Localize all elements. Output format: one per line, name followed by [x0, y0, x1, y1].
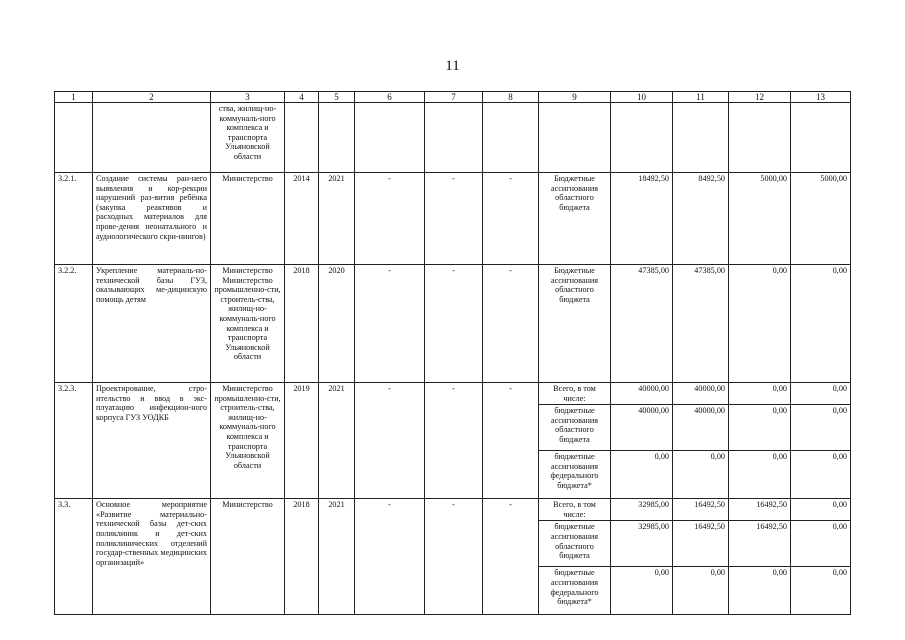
activity-name-cell: Основное мероприятие «Развитие материально-технической базы дет-ских поликлиник и дет-ских поликлинических отделений государ-ственных медицинских организаций»	[93, 499, 211, 615]
continuation-row	[55, 103, 851, 173]
table-row	[55, 383, 851, 405]
ministry-cell: Министерство	[211, 499, 285, 615]
column-6-cell: -	[355, 265, 425, 383]
program-activities-table	[54, 91, 851, 615]
total-amount-cell: 47385,00	[611, 265, 673, 383]
column-8-cell: -	[483, 173, 539, 265]
column-header: 4	[285, 92, 319, 103]
column-header: 7	[425, 92, 483, 103]
total-amount-cell: 0,00	[611, 451, 673, 499]
column-6-cell: -	[355, 383, 425, 499]
total-amount-cell: 32985,00	[611, 499, 673, 521]
funding-source-cell: Всего, в том числе:	[539, 383, 611, 405]
funding-source-cell: Всего, в том числе:	[539, 499, 611, 521]
empty-cell	[611, 103, 673, 173]
year-amount-cell: 5000,00	[791, 173, 851, 265]
end-year-cell: 2021	[319, 383, 355, 499]
ministry-cell: Министерство	[211, 173, 285, 265]
column-header: 12	[729, 92, 791, 103]
column-6-cell: -	[355, 499, 425, 615]
column-header: 1	[55, 92, 93, 103]
column-8-cell: -	[483, 265, 539, 383]
empty-cell	[355, 103, 425, 173]
year-amount-cell: 0,00	[791, 265, 851, 383]
empty-cell	[483, 103, 539, 173]
column-7-cell: -	[425, 173, 483, 265]
year-amount-cell: 47385,00	[673, 265, 729, 383]
empty-cell	[791, 103, 851, 173]
column-header: 8	[483, 92, 539, 103]
end-year-cell: 2020	[319, 265, 355, 383]
table-row	[55, 499, 851, 521]
end-year-cell: 2021	[319, 499, 355, 615]
year-amount-cell: 0,00	[673, 567, 729, 615]
year-amount-cell: 16492,50	[729, 521, 791, 567]
year-amount-cell: 16492,50	[673, 499, 729, 521]
ministry-cell: ства, жилищ-но-коммуналь-ного комплекса и транспорта Ульяновской области	[211, 103, 285, 173]
column-header: 9	[539, 92, 611, 103]
funding-source-cell: бюджетные ассигнования федерального бюджета*	[539, 451, 611, 499]
page-number: 11	[445, 58, 460, 74]
year-amount-cell: 40000,00	[673, 405, 729, 451]
empty-cell	[539, 103, 611, 173]
total-amount-cell: 0,00	[611, 567, 673, 615]
column-header: 3	[211, 92, 285, 103]
end-year-cell: 2021	[319, 173, 355, 265]
year-amount-cell: 0,00	[791, 405, 851, 451]
empty-cell	[285, 103, 319, 173]
year-amount-cell: 8492,50	[673, 173, 729, 265]
year-amount-cell: 0,00	[729, 451, 791, 499]
year-amount-cell: 0,00	[791, 451, 851, 499]
ministry-cell: Министерство промышленно-сти, строитель-ства, жилищ-но-коммуналь-ного комплекса и транспорта Ульяновской области	[211, 383, 285, 499]
year-amount-cell: 0,00	[729, 567, 791, 615]
year-amount-cell: 0,00	[791, 521, 851, 567]
start-year-cell: 2018	[285, 265, 319, 383]
funding-source-cell: бюджетные ассигнования областного бюджета	[539, 405, 611, 451]
empty-cell	[673, 103, 729, 173]
year-amount-cell: 0,00	[673, 451, 729, 499]
column-7-cell: -	[425, 265, 483, 383]
year-amount-cell: 0,00	[791, 499, 851, 521]
year-amount-cell: 0,00	[729, 405, 791, 451]
total-amount-cell: 18492,50	[611, 173, 673, 265]
empty-cell	[93, 103, 211, 173]
empty-cell	[55, 103, 93, 173]
year-amount-cell: 5000,00	[729, 173, 791, 265]
total-amount-cell: 40000,00	[611, 405, 673, 451]
column-header: 5	[319, 92, 355, 103]
column-header: 11	[673, 92, 729, 103]
item-number-cell: 3.3.	[55, 499, 93, 615]
activity-name-cell: Создание системы ран-него выявления и кор-рекции нарушений раз-вития ребёнка (закупка реактивов и расходных материалов для прове-дения неонатального и аудиологического скри-нингов)	[93, 173, 211, 265]
total-amount-cell: 40000,00	[611, 383, 673, 405]
year-amount-cell: 0,00	[791, 383, 851, 405]
funding-source-cell: бюджетные ассигнования областного бюджета	[539, 521, 611, 567]
empty-cell	[319, 103, 355, 173]
table-row	[55, 173, 851, 265]
item-number-cell: 3.2.1.	[55, 173, 93, 265]
activity-name-cell: Укрепление материаль-но-технической базы ГУЗ, оказывающих ме-дицинскую помощь детям	[93, 265, 211, 383]
column-header: 6	[355, 92, 425, 103]
year-amount-cell: 0,00	[791, 567, 851, 615]
column-header: 10	[611, 92, 673, 103]
item-number-cell: 3.2.2.	[55, 265, 93, 383]
year-amount-cell: 16492,50	[673, 521, 729, 567]
total-amount-cell: 32985,00	[611, 521, 673, 567]
column-7-cell: -	[425, 499, 483, 615]
funding-source-cell: бюджетные ассигнования федерального бюджета*	[539, 567, 611, 615]
ministry-cell: Министерство Министерство промышленно-сти, строитель-ства, жилищ-но-коммуналь-ного комплекса и транспорта Ульяновской области	[211, 265, 285, 383]
funding-source-cell: Бюджетные ассигнования областного бюджета	[539, 173, 611, 265]
start-year-cell: 2014	[285, 173, 319, 265]
year-amount-cell: 16492,50	[729, 499, 791, 521]
empty-cell	[425, 103, 483, 173]
year-amount-cell: 40000,00	[673, 383, 729, 405]
column-header: 13	[791, 92, 851, 103]
column-header: 2	[93, 92, 211, 103]
year-amount-cell: 0,00	[729, 383, 791, 405]
column-7-cell: -	[425, 383, 483, 499]
funding-source-cell: Бюджетные ассигнования областного бюджета	[539, 265, 611, 383]
start-year-cell: 2018	[285, 499, 319, 615]
item-number-cell: 3.2.3.	[55, 383, 93, 499]
table-row	[55, 265, 851, 383]
activity-name-cell: Проектирование, стро-ительство и ввод в экс-плуатацию инфекцион-ного корпуса ГУЗ УОДКБ	[93, 383, 211, 499]
start-year-cell: 2019	[285, 383, 319, 499]
empty-cell	[729, 103, 791, 173]
column-number-row	[55, 92, 851, 103]
column-8-cell: -	[483, 499, 539, 615]
year-amount-cell: 0,00	[729, 265, 791, 383]
column-6-cell: -	[355, 173, 425, 265]
column-8-cell: -	[483, 383, 539, 499]
